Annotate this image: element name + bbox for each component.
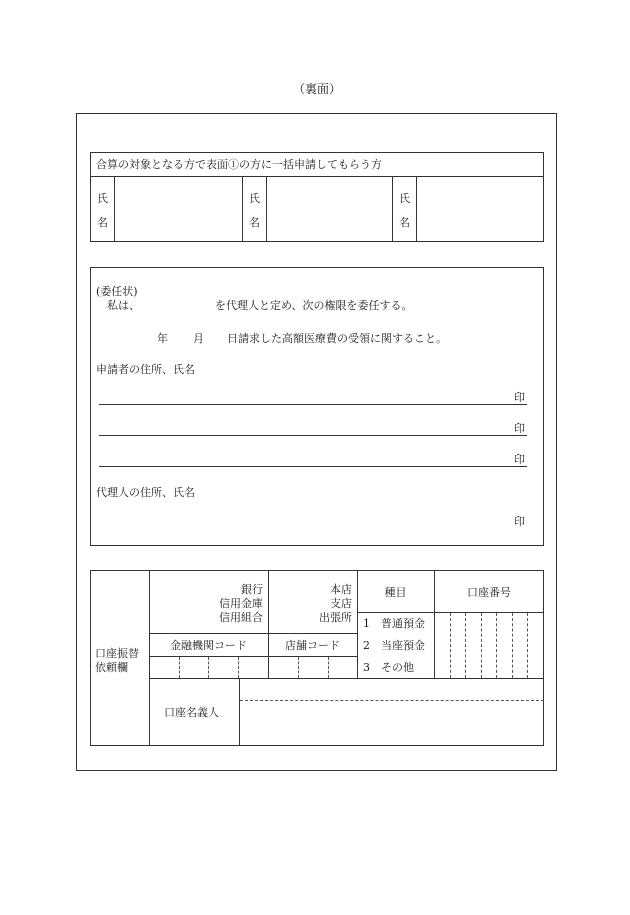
month-label: 月	[193, 332, 204, 345]
proxy-line1-start: 私は、	[107, 299, 140, 312]
applicant-line-1[interactable]	[99, 389, 509, 405]
kind-ordinary[interactable]: 1 普通預金	[363, 617, 425, 630]
applicant-label: 申請者の住所、氏名	[96, 363, 195, 376]
agent-label: 代理人の住所、氏名	[96, 486, 195, 499]
account-number-header: 口座番号	[467, 586, 511, 599]
name-label-1-char1: 氏	[97, 192, 108, 205]
day-field[interactable]	[206, 330, 226, 346]
account-holder-label: 口座名義人	[164, 706, 219, 719]
name-field-3[interactable]	[417, 177, 543, 241]
name-label-2-char1: 氏	[249, 192, 260, 205]
bank-type-kumiai: 信用組合	[219, 611, 263, 624]
institution-code-label: 金融機関コード	[170, 639, 247, 652]
branch-code-label: 店舗コード	[285, 639, 340, 652]
bank-type-shinkin: 信用金庫	[219, 597, 263, 610]
seal-mark: 印	[514, 515, 525, 528]
kind-header: 種目	[384, 586, 407, 599]
combined-applicants-header: 合算の対象となる方で表面①の方に一括申請してもらう方	[96, 158, 382, 171]
proxy-line1-end: を代理人と定め、次の権限を委任する。	[215, 299, 413, 312]
proxy-title: (委任状)	[96, 285, 138, 298]
kind-other[interactable]: 3 その他	[363, 661, 414, 674]
branch-code-field[interactable]	[269, 657, 356, 677]
bank-type-bank: 銀行	[241, 583, 263, 596]
branch-name-field[interactable]	[271, 574, 316, 630]
account-number-field[interactable]	[435, 613, 543, 677]
transfer-side-label-1: 口座振替	[95, 647, 139, 660]
name-label-2-char2: 名	[249, 216, 260, 229]
name-field-1[interactable]	[115, 177, 241, 241]
name-label-3-char2: 名	[399, 216, 410, 229]
kind-current[interactable]: 2 当座預金	[363, 639, 425, 652]
transfer-side-label-2: 依頼欄	[95, 661, 128, 674]
seal-mark: 印	[514, 422, 525, 435]
account-holder-field[interactable]	[240, 679, 543, 745]
name-label-1-char2: 名	[97, 216, 108, 229]
branch-type-branch: 支店	[330, 597, 352, 610]
institution-code-field[interactable]	[150, 657, 267, 677]
month-field[interactable]	[170, 330, 190, 346]
name-field-2[interactable]	[267, 177, 391, 241]
applicant-line-2[interactable]	[99, 420, 509, 436]
bank-name-field[interactable]	[152, 574, 212, 630]
agent-name-field[interactable]	[142, 297, 212, 313]
year-label: 年	[157, 332, 168, 345]
name-label-3-char1: 氏	[399, 192, 410, 205]
branch-type-office: 出張所	[319, 611, 352, 624]
applicant-line-3[interactable]	[99, 451, 509, 467]
branch-type-head: 本店	[330, 583, 352, 596]
seal-mark: 印	[514, 453, 525, 466]
year-field[interactable]	[120, 330, 154, 346]
seal-mark: 印	[514, 391, 525, 404]
page-label: （裏面）	[293, 82, 342, 96]
claim-date-text: 日請求した高額医療費の受領に関すること。	[227, 332, 447, 345]
agent-address-field[interactable]	[99, 502, 509, 532]
